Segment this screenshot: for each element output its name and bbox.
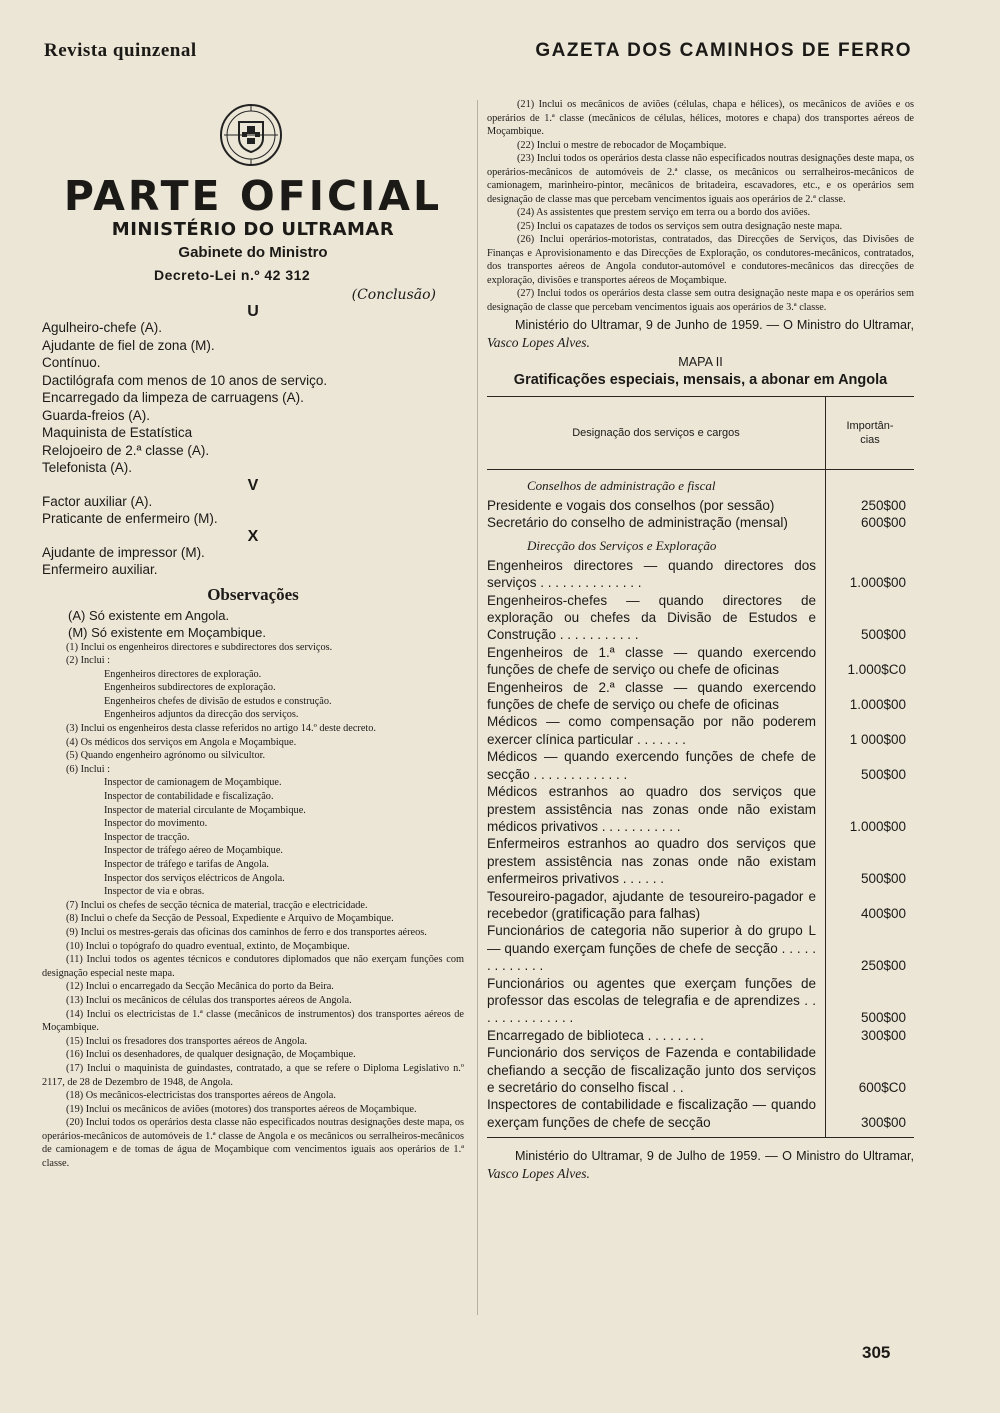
observations-title: Observações	[207, 584, 299, 604]
row-description: Médicos estranhos ao quadro dos serviços que prestem assistência nas zonas onde não existam médicos privativos . . . . . . . . . . .	[487, 784, 816, 834]
footnote: (5) Quando engenheiro agrónomo ou silvicultor.	[66, 750, 266, 762]
table-row	[487, 644, 914, 679]
cabinet-name: Gabinete do Ministro	[178, 244, 328, 261]
footnote: (9) Inclui os mestres-gerais das oficinas dos caminhos de ferro e dos transportes aéreos.	[66, 926, 427, 938]
table-section-title: Conselhos de administração e fiscal	[527, 478, 716, 493]
footnote: (16) Inclui os desenhadores, de qualquer designação, de Moçambique.	[66, 1049, 356, 1061]
row-description: Inspectores de contabilidade e fiscalização — quando exerçam funções de chefe de secção	[487, 1097, 816, 1130]
row-amount: 600$C0	[858, 1080, 906, 1095]
column-header-amount: Importân- cias	[825, 397, 914, 469]
signoff-june	[487, 317, 914, 352]
row-amount: 1.000$00	[849, 697, 906, 713]
footnote: (15) Inclui os fresadores dos transportes aéreos de Angola.	[66, 1035, 308, 1047]
row-amount: 250$00	[860, 498, 906, 513]
row-description: Engenheiros de 2.ª classe — quando exercendo funções de chefe de serviço ou chefe de oficinas	[487, 679, 816, 713]
row-amount: 500$00	[860, 766, 906, 782]
left-notes	[42, 641, 464, 1171]
footnote-subitem: Inspector dos serviços eléctricos de Angola.	[104, 872, 285, 884]
table-row	[487, 888, 914, 923]
page-header	[44, 34, 912, 68]
job-item: Praticante de enfermeiro (M).	[42, 511, 218, 526]
footnote-subitem: Inspector de tracção.	[104, 831, 190, 843]
row-description: Funcionário dos serviços de Fazenda e contabilidade chefiando a secção de fiscalização junto dos serviços e secretário do conselho fiscal . .	[487, 1045, 816, 1095]
footnote-subitem: Inspector do movimento.	[104, 818, 208, 830]
conclusion-label: (Conclusão)	[351, 287, 436, 303]
footnote: (24) As assistentes que prestem serviço em terra ou a bordo dos aviões.	[517, 207, 811, 218]
right-column	[487, 98, 914, 1183]
table-row	[487, 514, 914, 531]
row-description: Secretário do conselho de administração (mensal)	[487, 515, 788, 531]
row-amount: 250$00	[860, 958, 906, 974]
signoff-name: Vasco Lopes Alves.	[487, 1166, 590, 1182]
footnote: (7) Inclui os chefes de secção técnica de material, tracção e electricidade.	[66, 899, 368, 911]
footnote: (4) Os médicos dos serviços em Angola e Moçambique.	[66, 736, 297, 748]
footnote-subitem: Engenheiros subdirectores de exploração.	[104, 682, 276, 694]
footnote: (23) Inclui todos os operários desta classe não especificados noutras designações deste mapa, os operários-mecânicos de automóveis de 2.ª classe, os mecânicos ou serralheiros-mecânicos de camionagem, marinheiro-pintor, mecânicos de britadeira, escavadores, etc., e os operários sem designação de classe mas que percebam vencimentos iguais aos operários de 2.ª classe.	[487, 153, 914, 205]
table-row	[487, 1044, 914, 1096]
job-item: Encarregado da limpeza de carruagens (A).	[42, 390, 304, 405]
row-description: Engenheiros de 1.ª classe — quando exercendo funções de chefe de serviço ou chefe de oficinas	[487, 644, 816, 678]
table-row	[487, 713, 914, 748]
footnote-subitem: Inspector de tráfego aéreo de Moçambique.	[104, 845, 283, 857]
footnote: (19) Inclui os mecânicos de aviões (motores) dos transportes aéreos de Moçambique.	[66, 1103, 417, 1115]
row-description: Funcionários ou agentes que exerçam funções de professor das escolas de telegrafia e de aprendizes . . . . . . . . . . . . . .	[487, 975, 816, 1026]
table-row	[487, 748, 914, 783]
row-amount: 1 000$00	[849, 731, 906, 747]
section-title: PARTE OFICIAL	[63, 172, 443, 220]
footnote-subitem: Inspector de camionagem de Moçambique.	[104, 777, 282, 789]
footnote: (8) Inclui o chefe da Secção de Pessoal, Expediente e Arquivo de Moçambique.	[66, 913, 394, 925]
row-amount: 500$00	[860, 1010, 906, 1026]
signoff-text: Ministério do Ultramar, 9 de Julho de 1959. — O Ministro do Ultramar,	[515, 1149, 914, 1164]
row-description: Funcionários de categoria não superior à do grupo L — quando exerçam funções de chefe de secção . . . . . . . . . . . . .	[487, 923, 816, 974]
row-amount: 1.000$C0	[847, 662, 906, 678]
footnote-subitem: Engenheiros adjuntos da direcção dos serviços.	[104, 709, 299, 721]
job-item: Contínuo.	[42, 355, 101, 370]
job-item: Factor auxiliar (A).	[42, 493, 153, 509]
row-amount: 300$00	[860, 1027, 906, 1043]
footnote: (13) Inclui os mecânicos de células dos transportes aéreos de Angola.	[66, 994, 352, 1006]
allowance-table	[487, 396, 914, 1138]
row-description: Encarregado de biblioteca . . . . . . . .	[487, 1027, 704, 1043]
footnote-subitem: Engenheiros directores de exploração.	[104, 668, 262, 680]
group-letter: X	[247, 527, 259, 545]
row-amount: 1.000$00	[849, 575, 906, 591]
right-notes	[487, 98, 914, 314]
footnote-subitem: Inspector de via e obras.	[104, 886, 205, 898]
footnote: (27) Inclui todos os operários desta classe sem outra designação neste mapa e os operários sem designação de classe que percebam vencimentos iguais aos operários de 3.ª classe.	[487, 288, 914, 313]
row-description: Enfermeiros estranhos ao quadro dos serviços que prestem assistência nas zonas onde não existam enfermeiros privativos . . . . . .	[487, 836, 816, 887]
table-row	[487, 1096, 914, 1131]
footnote: (11) Inclui todos os agentes técnicos e condutores diplomados que não exerçam funções com designação especial neste mapa.	[42, 954, 464, 979]
footnote-subitem: Inspector de contabilidade e fiscalização.	[104, 791, 274, 803]
job-item: Maquinista de Estatística	[42, 425, 193, 440]
decree-number: Decreto-Lei n.º 42 312	[154, 267, 311, 283]
row-amount: 500$00	[860, 627, 906, 643]
footnote-subitem: Inspector de tráfego e tarifas de Angola.	[104, 859, 269, 870]
job-item: Telefonista (A).	[42, 460, 133, 475]
footnote: (3) Inclui os engenheiros desta classe referidos no artigo 14.º deste decreto.	[66, 723, 376, 735]
signoff-july	[487, 1148, 914, 1183]
table-row	[487, 783, 914, 835]
signoff-name: Vasco Lopes Alves.	[487, 335, 590, 350]
footnote: (25) Inclui os capatazes de todos os serviços sem outra designação neste mapa.	[517, 220, 843, 232]
footnote: (22) Inclui o mestre de rebocador de Moçambique.	[517, 139, 727, 151]
footnote: (12) Inclui o encarregado da Secção Mecânica do porto da Beira.	[66, 981, 334, 993]
page-number: 305	[862, 1343, 891, 1362]
row-description: Médicos — como compensação por não poderem exercer clínica particular . . . . . . .	[487, 714, 816, 747]
map-title: Gratificações especiais, mensais, a abonar em Angola	[513, 372, 888, 388]
row-description: Tesoureiro-pagador, ajudante de tesoureiro-pagador e recebedor (gratificação para falhas)	[487, 888, 816, 921]
row-amount: 300$00	[860, 1114, 906, 1130]
left-column	[42, 98, 464, 1171]
footnote: (17) Inclui o maquinista de guindastes, contratado, a que se refere o Diploma Legislativo n.º 2117, de 28 de Dezembro de 1948, de Angola.	[42, 1062, 464, 1088]
map-label: MAPA II	[678, 355, 723, 369]
row-amount: 400$00	[860, 905, 906, 921]
group-letter: U	[247, 303, 259, 320]
table-section-title: Direcção dos Serviços e Exploração	[527, 537, 717, 553]
row-description: Presidente e vogais dos conselhos (por sessão)	[487, 498, 775, 513]
ministry-name: MINISTÉRIO DO ULTRAMAR	[111, 219, 395, 240]
job-item: Guarda-freios (A).	[42, 407, 151, 423]
job-item: Ajudante de fiel de zona (M).	[42, 337, 215, 353]
footnote-subitem: Engenheiros chefes de divisão de estudos e construção.	[104, 695, 332, 707]
publication-title: GAZETA DOS CAMINHOS DE FERRO	[535, 40, 912, 61]
row-description: Médicos — quando exercendo funções de chefe de secção . . . . . . . . . . . . .	[487, 749, 816, 782]
row-amount: 500$00	[860, 871, 906, 887]
group-letter: V	[247, 476, 259, 494]
table-row	[487, 835, 914, 887]
footnote-subitem: Inspector de material circulante de Moçambique.	[104, 804, 306, 816]
footnote: (14) Inclui os electricistas de 1.ª classe (mecânicos de instrumentos) dos transportes aéreos de Moçambique.	[42, 1008, 464, 1034]
footnote: (18) Os mecânicos-electricistas dos transportes aéreos de Angola.	[66, 1090, 336, 1102]
job-item: Relojoeiro de 2.ª classe (A).	[42, 442, 210, 458]
job-item: Ajudante de impressor (M).	[42, 544, 205, 560]
row-amount: 600$00	[860, 515, 906, 531]
job-item: Dactilógrafa com menos de 10 anos de serviço.	[42, 372, 328, 388]
table-header	[487, 397, 914, 470]
footnote: (26) Inclui operários-motoristas, contratados, das Direcções de Serviços, das Divisões de Finanças e Aprovisionamento e das Direcções de Exploração, os condutores-mecânicos, contratados, dos transportes aéreos de Angola condutor-automóvel e condutores-mecânicos das direcções de exploração, divisões e transportes aéreos de Moçambique.	[487, 234, 914, 286]
job-item: Enfermeiro auxiliar.	[42, 562, 158, 577]
table-row	[487, 679, 914, 714]
row-description: Engenheiros-chefes — quando directores de exploração ou chefes da Divisão de Estudos e Construção . . . . . . . . . . .	[487, 592, 816, 643]
coat-of-arms-icon	[218, 102, 284, 168]
footnote: (6) Inclui :	[66, 763, 111, 775]
signoff-text: Ministério do Ultramar, 9 de Junho de 1959. — O Ministro do Ultramar,	[515, 318, 914, 332]
obs-angola: (A) Só existente em Angola.	[68, 607, 230, 623]
job-item: Agulheiro-chefe (A).	[42, 320, 163, 335]
job-groups	[42, 305, 464, 579]
publication-frequency: Revista quinzenal	[44, 40, 197, 61]
column-header-description: Designação dos serviços e cargos	[572, 427, 740, 439]
row-amount: 1.000$00	[849, 818, 906, 834]
table-row	[487, 497, 914, 514]
table-row	[487, 922, 914, 974]
row-description: Engenheiros directores — quando directores dos serviços . . . . . . . . . . . . . .	[487, 557, 816, 591]
footnote: (10) Inclui o topógrafo do quadro eventual, extinto, de Moçambique.	[66, 940, 350, 952]
footnote: (1) Inclui os engenheiros directores e subdirectores dos serviços.	[66, 641, 333, 653]
footnote: (2) Inclui :	[66, 655, 111, 667]
obs-mozambique: (M) Só existente em Moçambique.	[68, 624, 266, 640]
table-row	[487, 975, 914, 1027]
table-row	[487, 557, 914, 592]
footnote: (21) Inclui os mecânicos de aviões (células, chapa e hélices), os mecânicos de aviões e os operários de 1.ª classe (mecânicos de células, hélices, motores e chapa) dos transportes aéreos de Moçambique.	[487, 99, 914, 137]
table-row	[487, 592, 914, 644]
table-body	[487, 470, 914, 1138]
column-divider	[477, 100, 478, 1315]
table-row	[487, 1027, 914, 1044]
footnote: (20) Inclui todos os operários desta classe não especificados noutras designações deste mapa, os operários-mecânicos de automóveis de 1.ª classe de Angola e os mecânicos ou serralheiros-mecânicos de camionagem e de tomas de água de Moçambique com vencimentos iguais aos operários de 1.ª classe.	[42, 1117, 464, 1170]
